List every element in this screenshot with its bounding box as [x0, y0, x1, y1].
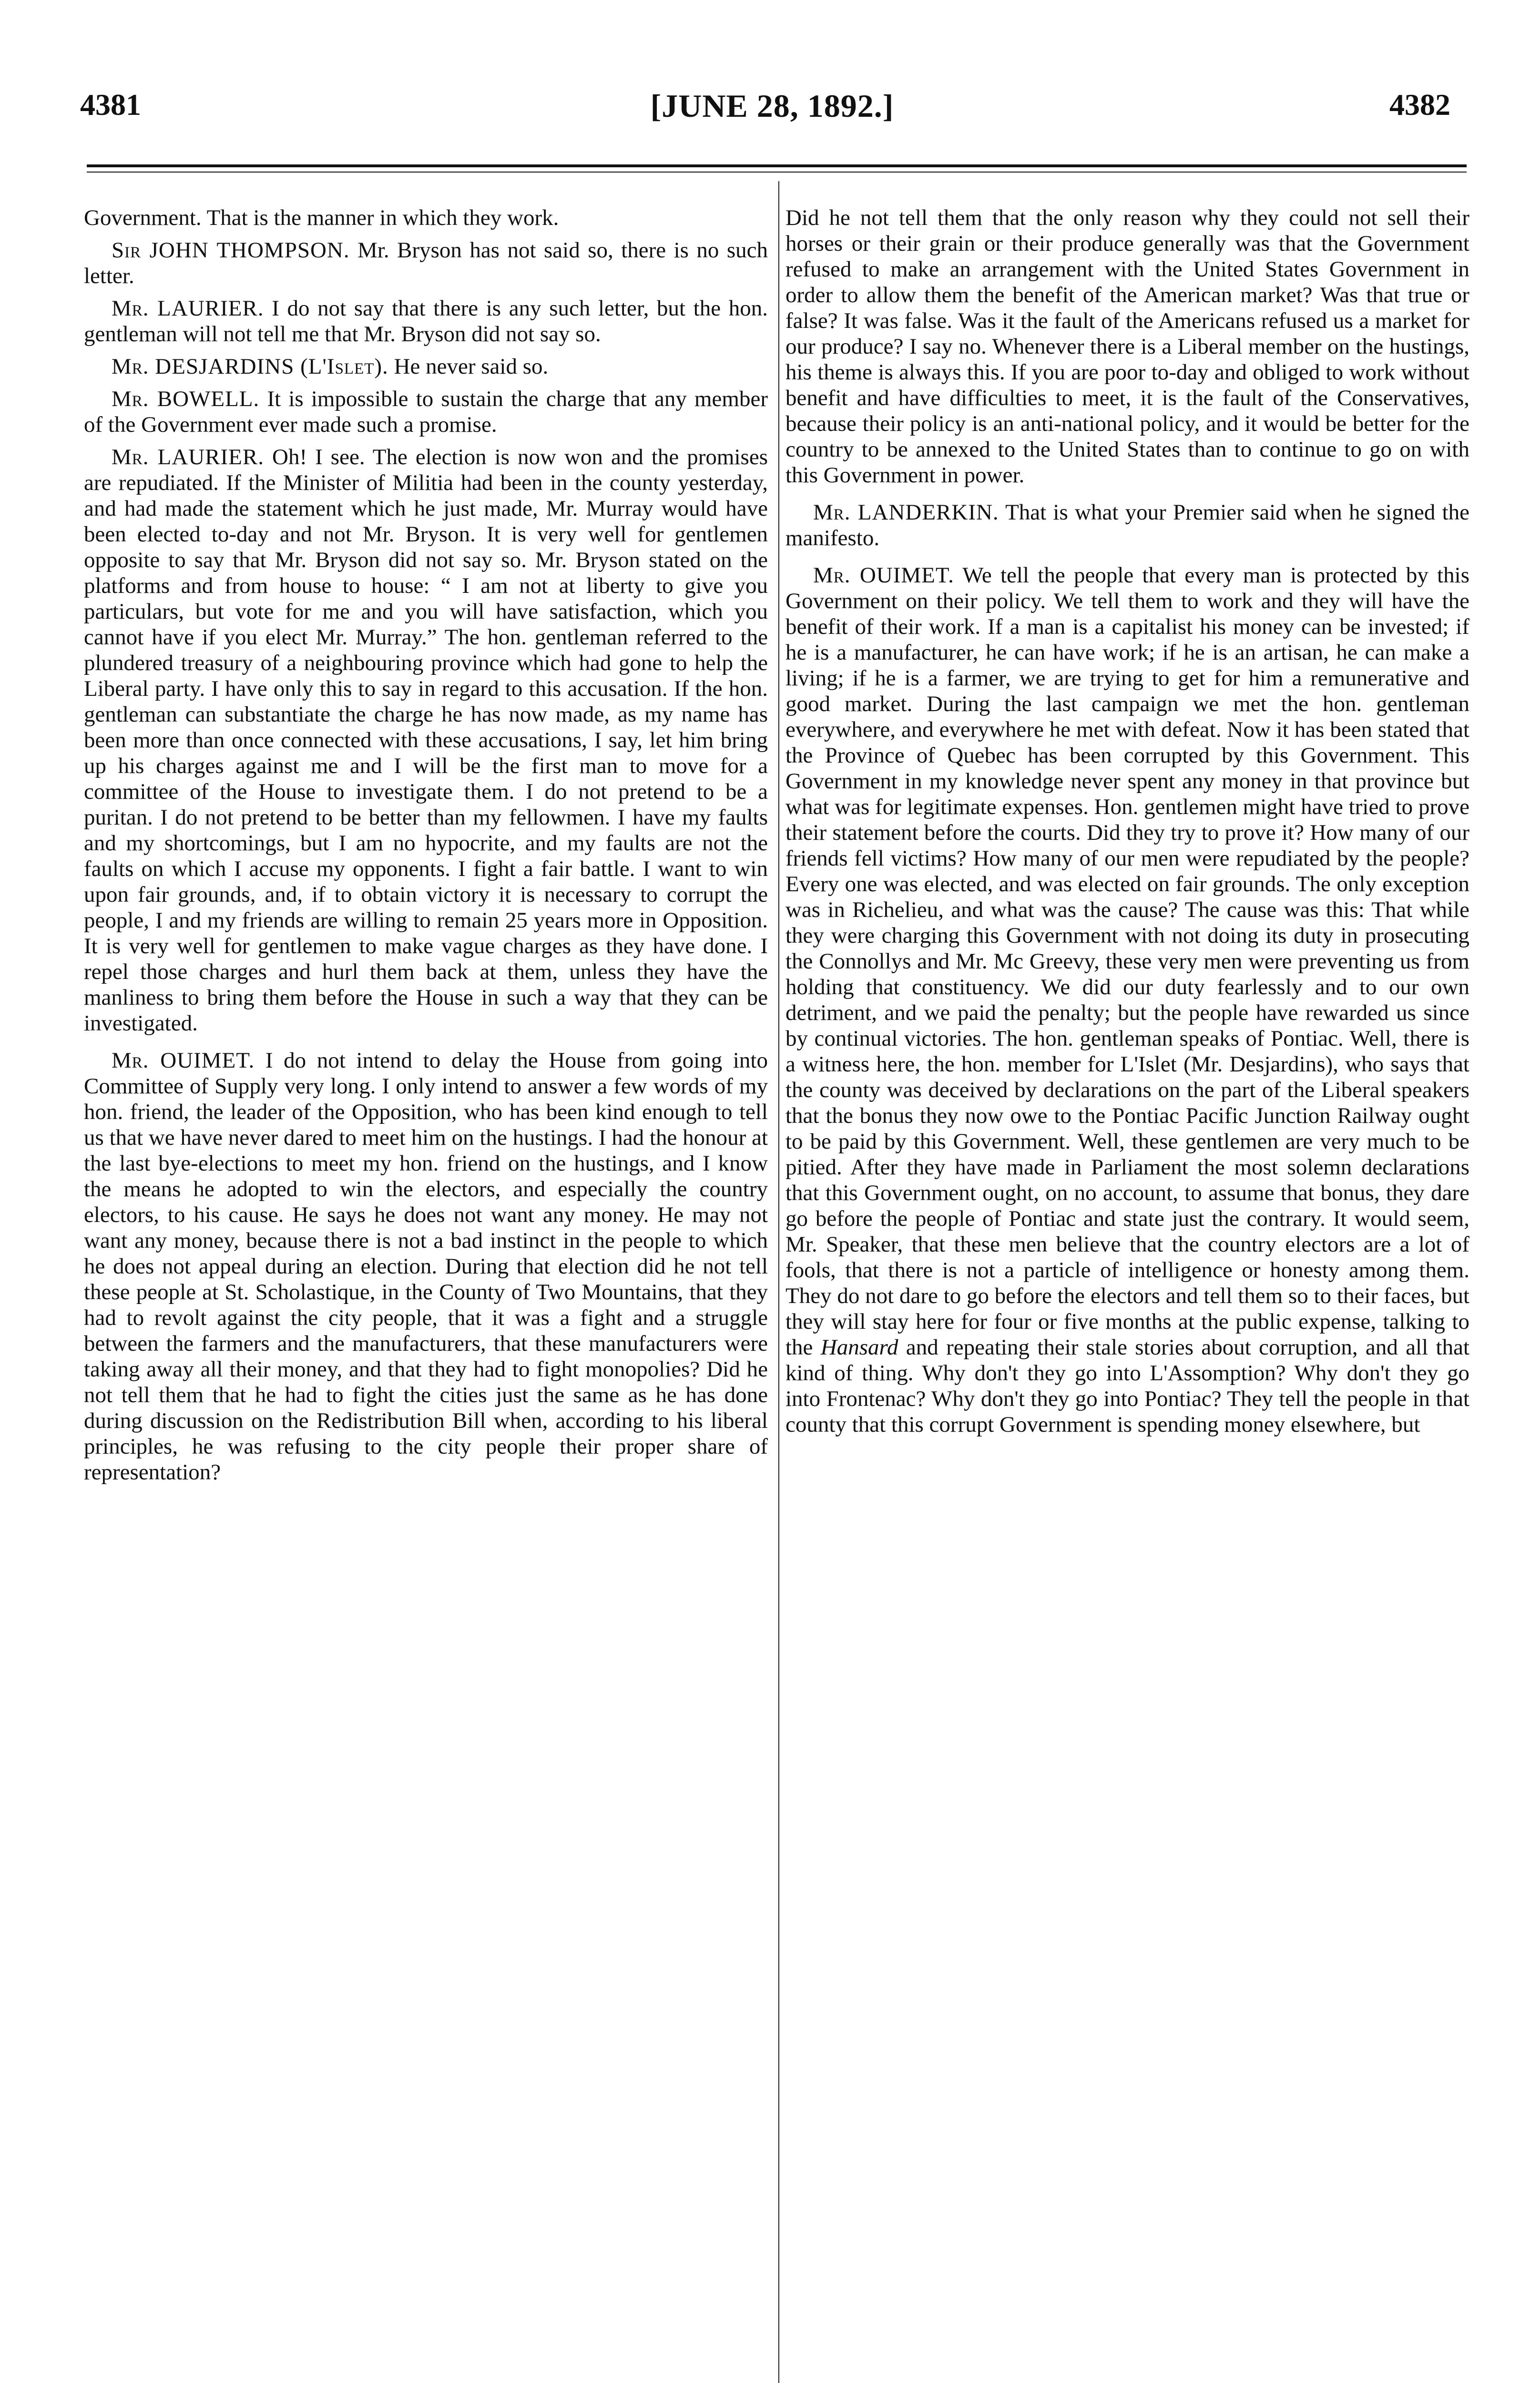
- speech-text: That is what your Premier said when he signed the manifesto.: [785, 500, 1469, 550]
- page-number-left: 4381: [80, 88, 141, 122]
- paragraph: [84, 444, 768, 1036]
- page-number-right: 4382: [1389, 88, 1450, 122]
- speaker-name: Mr. LANDERKIN.: [813, 500, 999, 525]
- paragraph: [785, 562, 1469, 1437]
- speech-text: He never said so.: [388, 354, 549, 379]
- header-rule-thin: [87, 172, 1467, 173]
- speech-text: Mr. Bryson has not said so, there is no such letter.: [84, 238, 768, 288]
- paragraph: [785, 499, 1469, 551]
- speech-text: I do not say that there is any such letter, but the hon. gentleman will not tell me that Mr. Bryson did not say so.: [84, 296, 768, 346]
- speaker-name: Mr. OUIMET.: [112, 1048, 255, 1073]
- paragraph: [84, 237, 768, 289]
- speaker-name: Mr. OUIMET.: [813, 563, 954, 588]
- speech-text: Did he not tell them that the only reason why they could not sell their horses or their grain or their produce generally was that the Government refused to make an arrangement with the United States Government in order to allow them the benefit of the American market? Was that true or false? It was false. Was it the fault of the Americans refused us a market for our produce? I say no. Whenever there is a Liberal member on the hustings, his theme is always this. If you are poor to-day and obliged to work without benefit and have difficulties to meet, it is the fault of the Conservatives, because their policy is an anti-national policy, and it would be better for the country to be annexed to the United States than to continue to go on with this Government in power.: [785, 205, 1469, 488]
- paragraph: [84, 295, 768, 347]
- speech-text: We tell the people that every man is protected by this Government on their policy. We tell them to work and they will have the benefit of their work. If a man is a capitalist his money can be invested; if he is a manufacturer, he can have work; if he is an artisan, he can make a living; if he is a farmer, we are trying to get for him a remunerative and good market. During the last campaign we met the hon. gentleman everywhere, and everywhere he met with defeat. Now it has been stated that the Province of Quebec has been corrupted by this Government. This Government in my knowledge never spent any money in that province but what was for legitimate expenses. Hon. gentlemen might have tried to prove their statement before the courts. Did they try to prove it? How many of our friends fell victims? How many of our men were repudiated by the people? Every one was elected, and was elected on fair grounds. The only exception was in Richelieu, and what was the cause? The cause was this: That while they were charging this Government with not doing its duty in prosecuting the Connollys and Mr. Mc Greevy, these very men were preventing us from holding that constituency. We did our duty fearlessly and to our own detriment, and we paid the penalty; but the people have rewarded us since by continual victories. The hon. gentleman speaks of Pontiac. Well, there is a witness here, the hon. member for L'Islet (Mr. Desjardins), who says that the county was deceived by declarations on the part of the Liberal speakers that the bonus they now owe to the Pontiac Pacific Junction Railway ought to be paid by this Government. Well, these gentlemen are very much to be pitied. After they have made in Parliament the most solemn declarations that this Government ought, on no account, to assume that bonus, they dare go before the people of Pontiac and state just the contrary. It would seem, Mr. Speaker, that these men believe that the country electors are a lot of fools, that there is not a particle of intelligence or honesty among them. They do not dare to go before the electors and tell them so to their faces, but they will stay here for four or five months at the public expense, talking to the: [785, 563, 1469, 1360]
- speaker-name: Mr. DESJARDINS (L'Islet).: [112, 354, 388, 379]
- right-column: [785, 205, 1469, 2378]
- speech-text: Oh! I see. The election is now won and the promises are repudiated. If the Minister of Militia had been in the county yesterday, and had made the statement which he just made, Mr. Murray would have been elected to-day and not Mr. Bryson. It is very well for gentlemen opposite to say that Mr. Bryson did not say so. Mr. Bryson stated on the platforms and from house to house: “ I am not at liberty to give you particulars, but vote for me and you will have satisfaction, which you cannot have if you elect Mr. Murray.” The hon. gentleman referred to the plundered treasury of a neighbouring province which had gone to help the Liberal party. I have only this to say in regard to this accusation. If the hon. gentleman can substantiate the charge he has now made, as my name has been more than once connected with these accusations, I say, let him bring up his charges against me and I will be the first man to move for a committee of the House to investigate them. I do not pretend to be a puritan. I do not pretend to be better than my fellowmen. I have my faults and my shortcomings, but I am no hypocrite, and my faults are not the faults on which I accuse my opponents. I fight a fair battle. I want to win upon fair grounds, and, if to obtain victory it is necessary to corrupt the people, I and my friends are willing to remain 25 years more in Opposition. It is very well for gentlemen to make vague charges as they have done. I repel those charges and hurl them back at them, unless they have the manliness to bring them before the House in such a way that they can be investigated.: [84, 445, 768, 1036]
- speaker-name: Sir JOHN THOMPSON.: [112, 238, 350, 263]
- paragraph: [84, 205, 768, 231]
- column-divider: [778, 181, 779, 2383]
- speech-text: Government. That is the manner in which they work.: [84, 205, 559, 230]
- page-date: [JUNE 28, 1892.]: [650, 88, 894, 124]
- page-header: [0, 90, 1540, 137]
- speech-text-tail: and repeating their stale stories about corruption, and all that kind of thing. Why don't they go into L'Assomption? Why don't they go into Frontenac? Why don't they go into Pontiac? They tell the people in that county that this corrupt Government is spending money elsewhere, but: [785, 1335, 1469, 1437]
- left-column: [84, 205, 768, 2378]
- speaker-name: Mr. LAURIER.: [112, 296, 264, 321]
- paragraph: [84, 354, 768, 379]
- paragraph: [84, 386, 768, 438]
- paragraph: [785, 205, 1469, 488]
- speaker-name: Mr. LAURIER.: [112, 445, 264, 469]
- speech-text: It is impossible to sustain the charge that any member of the Government ever made such a promise.: [84, 387, 768, 437]
- speech-text: I do not intend to delay the House from going into Committee of Supply very long. I only intend to answer a few words of my hon. friend, the leader of the Opposition, who has been kind enough to tell us that we have never dared to meet him on the hustings. I had the honour at the last bye-elections to meet my hon. friend on the hustings, and I know the means he adopted to win the electors, and especially the country electors, to his cause. He says he does not want any money. He may not want any money, because there is not a bad instinct in the people to which he does not appeal during an election. During that election did he not tell these people at St. Scholastique, in the County of Two Mountains, that they had to revolt against the city people, that it was a fight and a struggle between the farmers and the manufacturers, that these manufacturers were taking away all their money, and that they had to fight monopolies? Did he not tell them that he had to fight the cities just the same as he has done during discussion on the Redistribution Bill when, according to his liberal principles, he was refusing to the city people their proper share of representation?: [84, 1048, 768, 1485]
- header-rule-thick: [87, 164, 1467, 167]
- speaker-name: Mr. BOWELL.: [112, 387, 260, 411]
- paragraph: [84, 1048, 768, 1485]
- italic-text: Hansard: [820, 1335, 898, 1360]
